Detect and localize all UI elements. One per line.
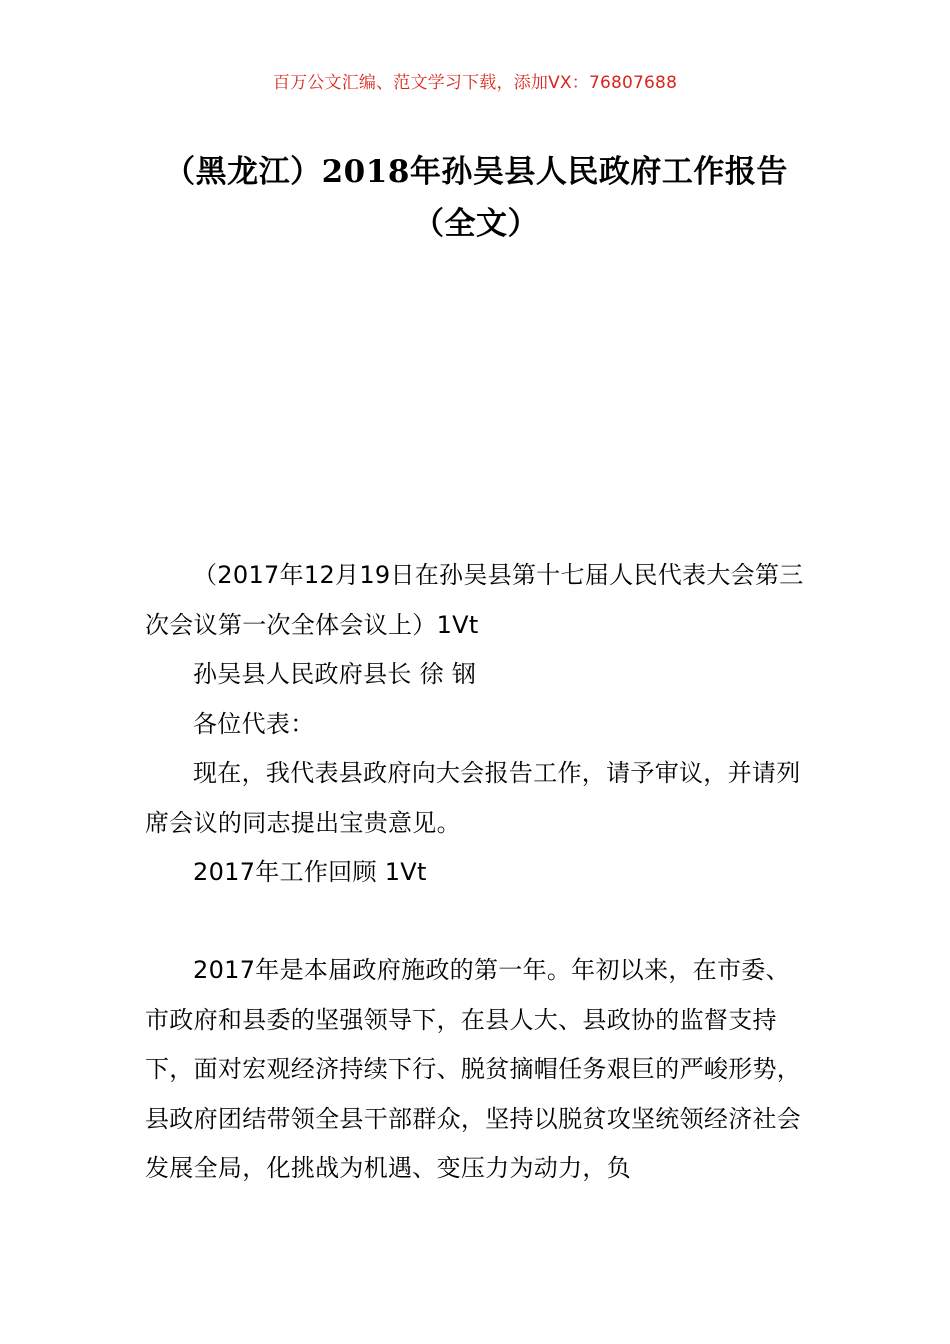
document-title: （黑龙江）2018年孙吴县人民政府工作报告（全文）: [164, 154, 788, 242]
speaker-line: 孙吴县人民政府县长 徐 钢: [193, 660, 477, 688]
document-body-review: [145, 946, 807, 1194]
meeting-note: （2017年12月19日在孙吴县第十七届人民代表大会第三次会议第一次全体会议上）1Vt: [145, 561, 804, 639]
intro-paragraph: 现在，我代表县政府向大会报告工作，请予审议，并请列席会议的同志提出宝贵意见。: [145, 759, 801, 837]
promo-banner: 百万公文汇编、范文学习下载，添加VX：76807688: [272, 73, 678, 93]
document-body-top: [145, 551, 807, 898]
salutation: 各位代表：: [193, 709, 315, 738]
review-paragraph: 2017年是本届政府施政的第一年。年初以来，在市委、市政府和县委的坚强领导下，在县人大、县政协的监督支持下，面对宏观经济持续下行、脱贫摘帽任务艰巨的严峻形势，县政府团结带领全县干部群众，坚持以脱贫攻坚统领经济社会发展全局，化挑战为机遇、变压力为动力，负: [145, 956, 802, 1182]
section-heading: 2017年工作回顾 1Vt: [193, 858, 427, 886]
